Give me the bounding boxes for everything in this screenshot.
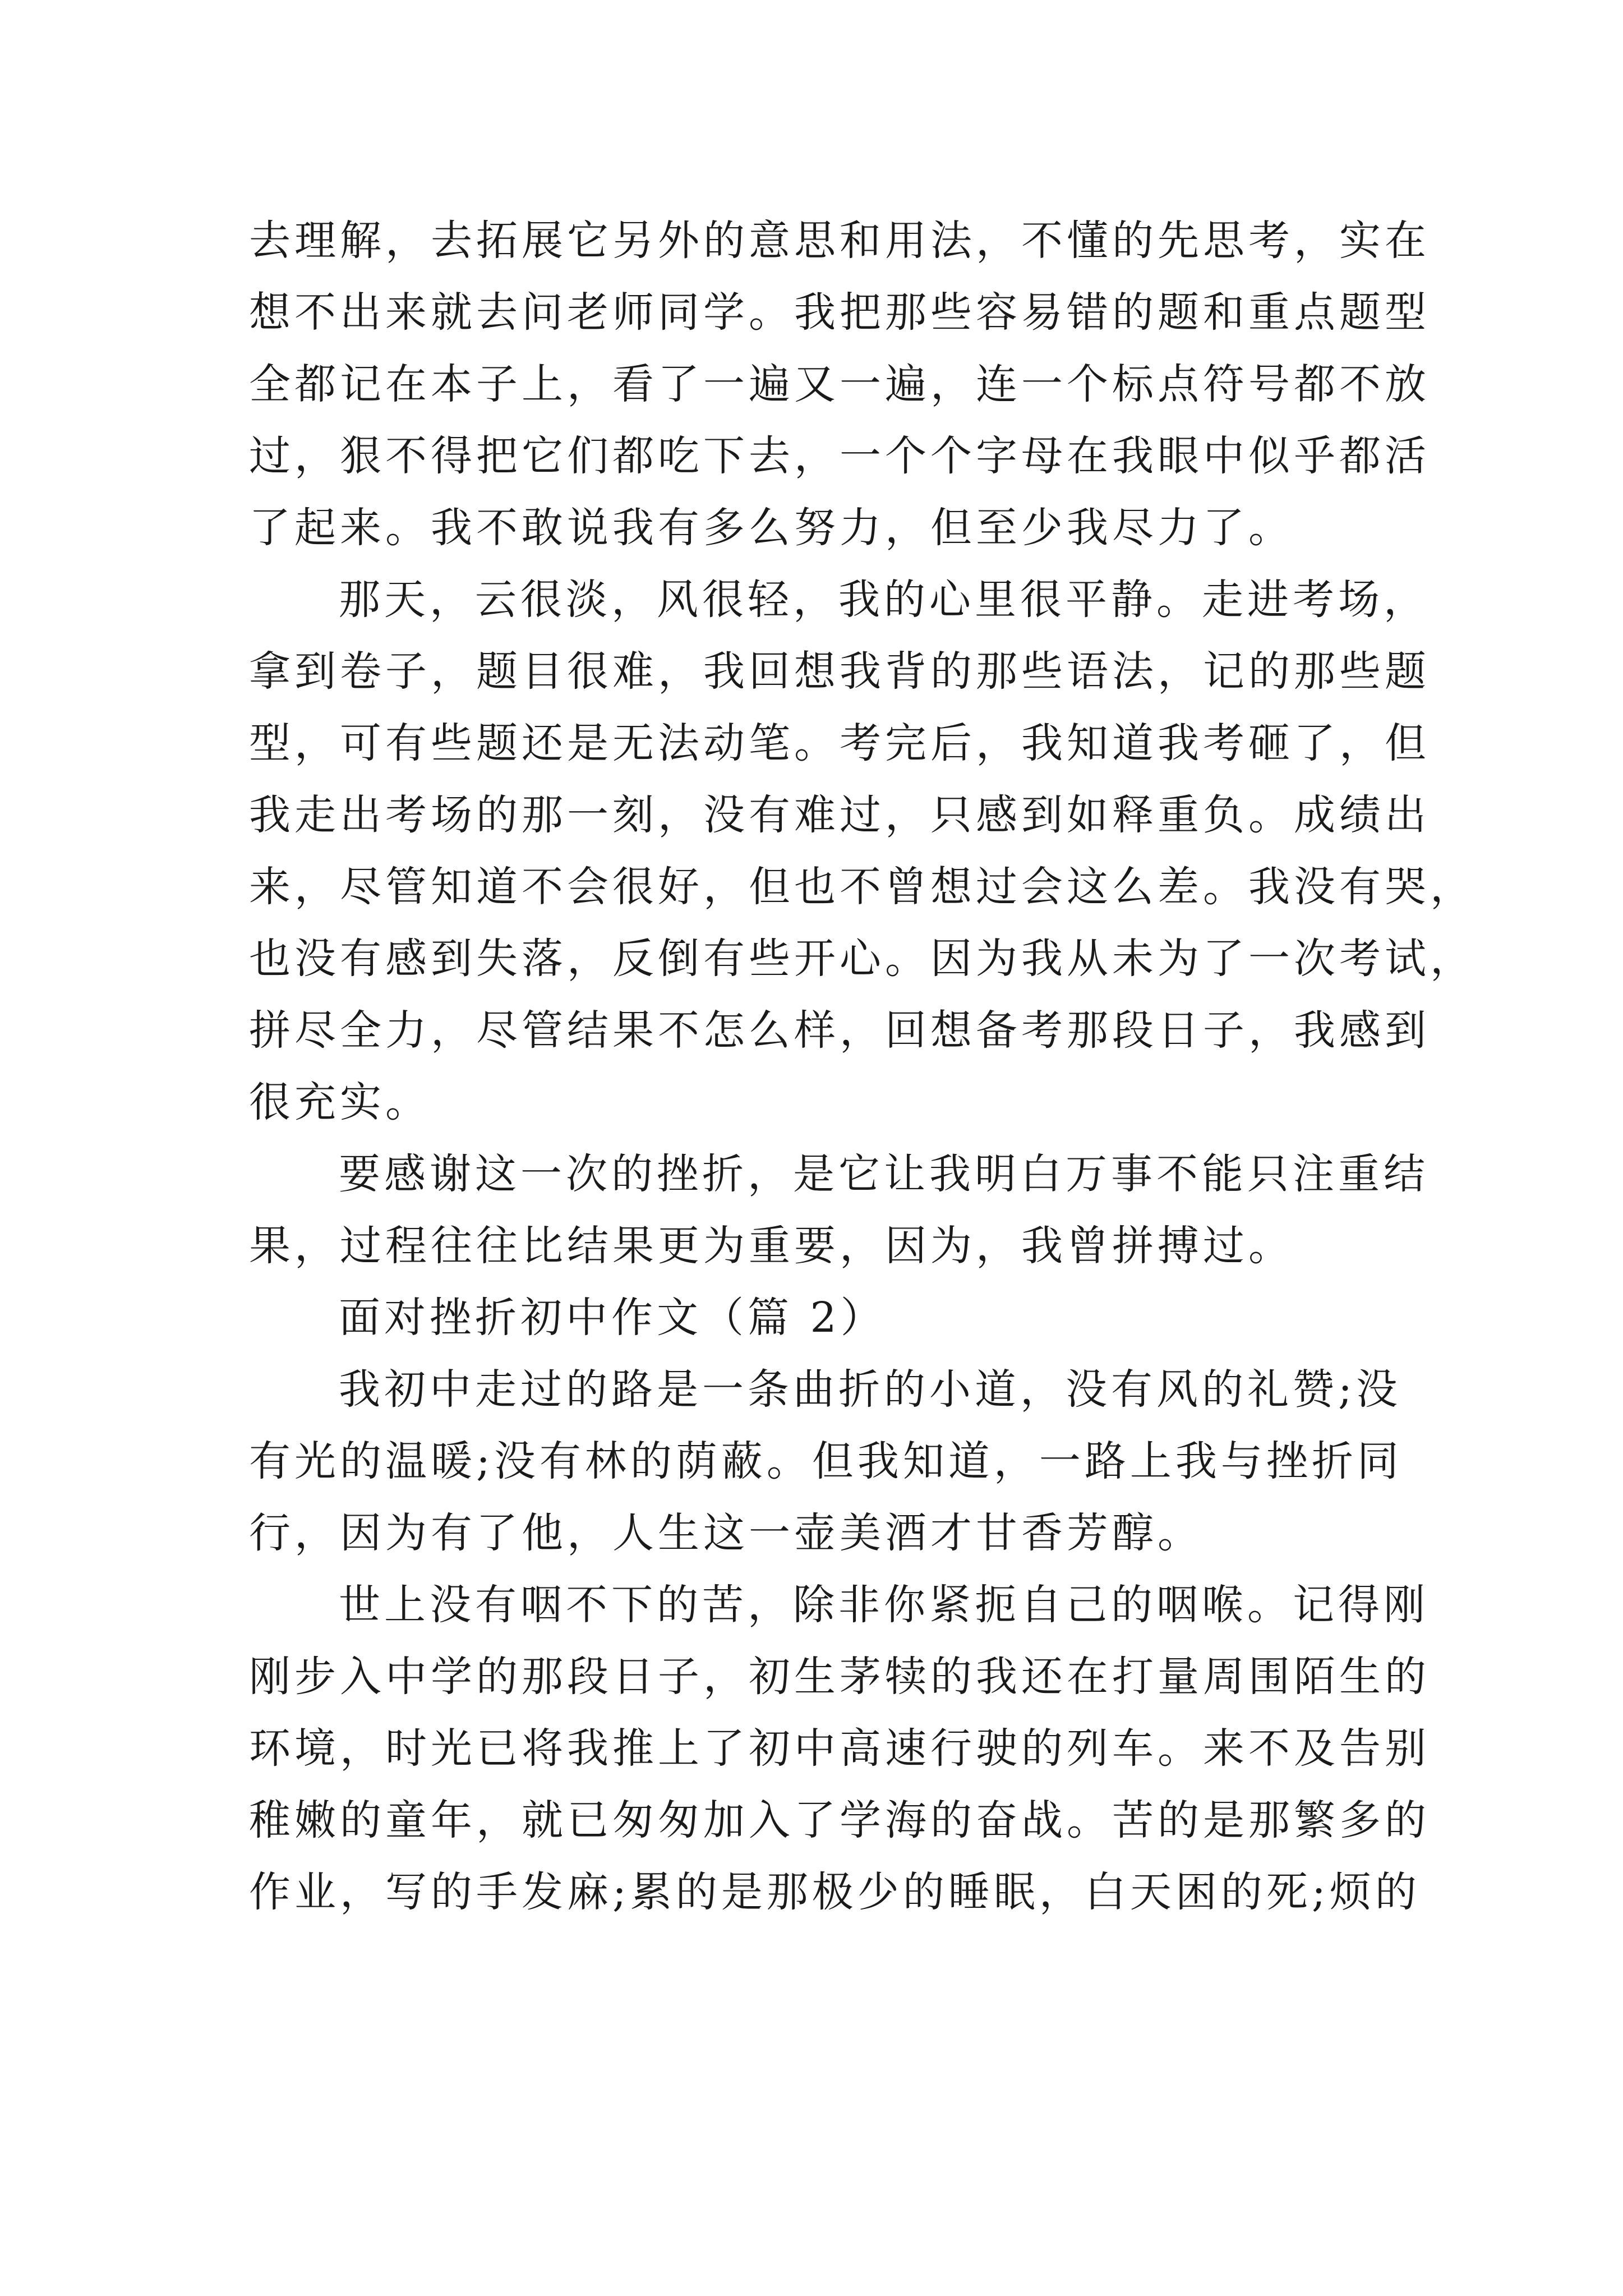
- text-line: 环境，时光已将我推上了初中高速行驶的列车。来不及告别: [249, 1724, 1430, 1773]
- paragraph-start-line: 那天，云很淡，风很轻，我的心里很平静。走进考场，: [339, 576, 1429, 624]
- paragraph-start-line: 要感谢这一次的挫折，是它让我明白万事不能只注重结: [339, 1150, 1429, 1198]
- text-line: 刚步入中学的那段日子，初生茅犊的我还在打量周围陌生的: [249, 1653, 1430, 1701]
- text-line: 有光的温暖;没有林的荫蔽。但我知道，一路上我与挫折同: [249, 1437, 1403, 1485]
- text-line: 果，过程往往比结果更为重要，因为，我曾拼搏过。: [249, 1222, 1294, 1270]
- section-heading: 面对挫折初中作文（篇 2）: [339, 1294, 886, 1342]
- text-line: 型，可有些题还是无法动笔。考完后，我知道我考砸了，但: [249, 719, 1430, 767]
- text-line: 我走出考场的那一刻，没有难过，只感到如释重负。成绩出: [249, 791, 1430, 839]
- text-line: 很充实。: [249, 1078, 431, 1126]
- text-line: 拿到卷子，题目很难，我回想我背的那些语法，记的那些题: [249, 647, 1430, 696]
- text-line: 拼尽全力，尽管结果不怎么样，回想备考那段日子，我感到: [249, 1006, 1430, 1055]
- text-line: 过，狠不得把它们都吃下去，一个个字母在我眼中似乎都活: [249, 432, 1430, 480]
- text-line: 全都记在本子上，看了一遍又一遍，连一个标点符号都不放: [249, 360, 1430, 408]
- text-line: 也没有感到失落，反倒有些开心。因为我从未为了一次考试，: [249, 935, 1476, 983]
- text-line: 去理解，去拓展它另外的意思和用法，不懂的先思考，实在: [249, 217, 1430, 265]
- text-line: 行，因为有了他，人生这一壶美酒才甘香芳醇。: [249, 1509, 1203, 1557]
- text-line: 稚嫩的童年，就已匆匆加入了学海的奋战。苦的是那繁多的: [249, 1796, 1430, 1844]
- text-line: 想不出来就去问老师同学。我把那些容易错的题和重点题型: [249, 288, 1430, 337]
- text-line: 来，尽管知道不会很好，但也不曾想过会这么差。我没有哭，: [249, 863, 1476, 911]
- paragraph-start-line: 我初中走过的路是一条曲折的小道，没有风的礼赞;没: [339, 1365, 1401, 1414]
- text-line: 作业，写的手发麻;累的是那极少的睡眠，白天困的死;烦的: [249, 1868, 1421, 1916]
- paragraph-start-line: 世上没有咽不下的苦，除非你紧扼自己的咽喉。记得刚: [339, 1581, 1429, 1629]
- text-line: 了起来。我不敢说我有多么努力，但至少我尽力了。: [249, 504, 1294, 552]
